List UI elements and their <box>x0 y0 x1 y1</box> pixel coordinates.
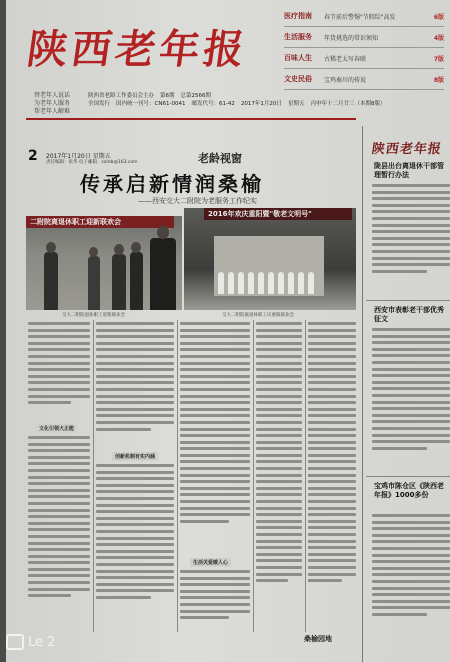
index-item: 生活服务 年货挑选的常识须知 4版 <box>284 27 444 48</box>
body-column-2b <box>96 464 174 626</box>
issue-weekday: 星期五 <box>287 101 305 107</box>
index-item: 医疗指南 春节前后警惕"节假综"高发 6版 <box>284 6 444 27</box>
body-column-3b <box>180 570 250 628</box>
postal-code: 邮发代号：61-42 <box>191 101 235 107</box>
section-heading-3: 生活关爱暖人心 <box>190 558 231 567</box>
photo-figure <box>88 256 100 310</box>
side-column-1 <box>372 184 450 284</box>
issue-date: 2017年1月20日 <box>240 101 282 107</box>
lunar-date: 丙申年十二月廿三（本期8版） <box>310 101 386 107</box>
body-column-5 <box>308 322 356 622</box>
photo-new-year-party <box>26 216 182 310</box>
photo-figure <box>112 254 126 310</box>
index-item: 百味人生 古稀老太写春联 7版 <box>284 48 444 69</box>
watermark-text: Le 2 <box>28 634 56 650</box>
page-number: 2 <box>28 148 38 164</box>
photo-figure <box>130 252 143 310</box>
column-name: 老龄视窗 <box>198 152 242 165</box>
photo-figure-head <box>131 242 141 253</box>
photo-figure-head <box>157 226 169 239</box>
side-column-3 <box>372 514 450 634</box>
article-subhead: ——西安交大二附院为老服务工作纪实 <box>138 197 257 205</box>
photo-banner: 2016年欢庆重阳暨"敬老文明号" <box>204 208 352 220</box>
newspaper-page <box>6 0 450 662</box>
total-issue: 总第2566期 <box>180 93 212 99</box>
side-headline-2: 西安市表彰老干部优秀征文 <box>374 306 444 323</box>
front-index <box>284 6 444 90</box>
side-headline-1: 陇县出台离退休干部管理暂行办法 <box>374 162 444 179</box>
body-column-1a <box>28 322 90 418</box>
photo-figure-head <box>114 244 124 255</box>
body-column-3a <box>180 322 250 552</box>
distribution: 全国发行 <box>88 101 111 107</box>
section-heading-2: 创新机制有实内涵 <box>112 452 158 461</box>
photo-banner: 二附院离退休职工迎新联欢会 <box>26 216 174 228</box>
publication-info <box>88 92 448 108</box>
photo-figure <box>150 238 176 310</box>
article-headline: 传承启新情润桑榆 <box>80 172 264 196</box>
camera-watermark <box>6 634 55 650</box>
edition: 第6期 <box>160 93 175 99</box>
masthead-slogans <box>34 92 70 116</box>
masthead-divider <box>26 118 356 120</box>
photo-figure <box>44 252 58 310</box>
side-column-2 <box>372 328 450 468</box>
body-column-2a <box>96 322 174 446</box>
photo2-caption: 交大二附院离退休职工庆重阳联欢会 <box>222 313 294 318</box>
photo-figure-head <box>46 242 56 253</box>
footer-column-logo: 桑榆园地 <box>304 634 332 643</box>
side-masthead: 陕西老年报 <box>370 142 443 157</box>
sponsor: 陕西省老龄工作委员会主办 <box>88 93 155 99</box>
cn-number: 国内统一刊号：CN61-0041 <box>116 101 186 107</box>
body-column-1b <box>28 436 90 626</box>
index-item: 文史民俗 宝鸡秦川的传说 8版 <box>284 69 444 90</box>
page-editor: 责任编辑：张华 电子邮箱：sxlnb@163.com <box>46 160 138 165</box>
slogan-3: 帮老年人解难 <box>34 108 71 115</box>
photo-figure-head <box>89 247 98 257</box>
le-logo-icon <box>6 634 24 650</box>
slogan-1: 替老年人说话 <box>34 92 71 99</box>
masthead-title: 陕西老年报 <box>24 26 251 73</box>
side-headline-3: 宝鸡市陈仓区《陕西老年报》1000多份 <box>374 482 444 499</box>
slogan-2: 为老年人服务 <box>34 100 71 107</box>
section-heading-1: 文化引领大正能 <box>36 424 77 433</box>
body-column-4 <box>256 322 302 622</box>
photo1-caption: 交大二附院退休职工迎新联欢会 <box>62 313 125 318</box>
page-date: 2017年1月20日 星期五 <box>46 153 111 160</box>
photo-double-ninth-stage <box>184 208 356 310</box>
